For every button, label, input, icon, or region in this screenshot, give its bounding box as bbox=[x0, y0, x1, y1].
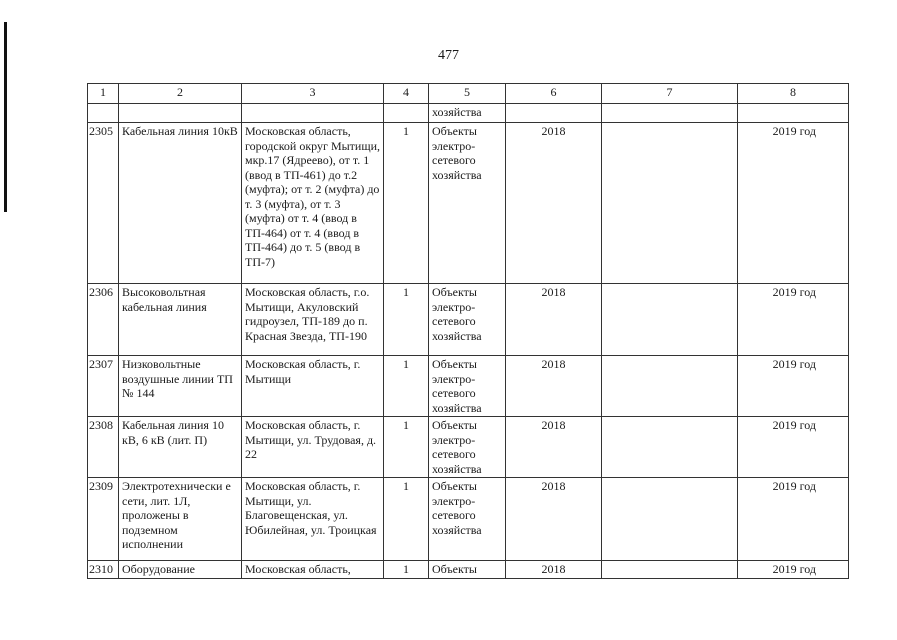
cell-qty: 1 bbox=[384, 356, 429, 417]
table-row bbox=[88, 356, 849, 417]
cell-type: Объекты электро-сетевого хозяйства bbox=[429, 356, 506, 417]
cell-term: 2019 год bbox=[738, 123, 849, 284]
cell-type: Объекты bbox=[429, 561, 506, 579]
cell-col7 bbox=[602, 284, 738, 356]
cell-type: Объекты электро-сетевого хозяйства bbox=[429, 417, 506, 478]
cell-address: Московская область, г. Мытищи bbox=[242, 356, 384, 417]
cell-type: Объекты электро-сетевого хозяйства bbox=[429, 123, 506, 284]
table-row bbox=[88, 123, 849, 284]
cell-qty: 1 bbox=[384, 417, 429, 478]
cell-term: 2019 год bbox=[738, 356, 849, 417]
cell-term: 2019 год bbox=[738, 561, 849, 579]
cell-name: Кабельная линия 10 кВ, 6 кВ (лит. П) bbox=[119, 417, 242, 478]
cell-name: Оборудование bbox=[119, 561, 242, 579]
cell-qty bbox=[384, 104, 429, 123]
cell-address bbox=[242, 104, 384, 123]
cell-address: Московская область, bbox=[242, 561, 384, 579]
cell-address: Московская область, г.о. Мытищи, Акуловский гидроузел, ТП-189 до п. Красная Звезда, ТП-190 bbox=[242, 284, 384, 356]
cell-type: Объекты электро-сетевого хозяйства bbox=[429, 284, 506, 356]
cell-num: 2309 bbox=[88, 478, 119, 561]
cell-year: 2018 bbox=[506, 417, 602, 478]
cell-num: 2310 bbox=[88, 561, 119, 579]
column-header-4: 4 bbox=[384, 84, 429, 104]
cell-year bbox=[506, 104, 602, 123]
column-header-8: 8 bbox=[738, 84, 849, 104]
cell-address: Московская область, г. Мытищи, ул. Трудовая, д. 22 bbox=[242, 417, 384, 478]
cell-name: Электротехнически е сети, лит. 1Л, проложены в подземном исполнении bbox=[119, 478, 242, 561]
cell-qty: 1 bbox=[384, 123, 429, 284]
column-header-7: 7 bbox=[602, 84, 738, 104]
cell-num bbox=[88, 104, 119, 123]
cell-col7 bbox=[602, 356, 738, 417]
cell-year: 2018 bbox=[506, 356, 602, 417]
cell-type: хозяйства bbox=[429, 104, 506, 123]
column-header-6: 6 bbox=[506, 84, 602, 104]
cell-term: 2019 год bbox=[738, 417, 849, 478]
cell-num: 2308 bbox=[88, 417, 119, 478]
cell-term bbox=[738, 104, 849, 123]
cell-qty: 1 bbox=[384, 284, 429, 356]
cell-type: Объекты электро-сетевого хозяйства bbox=[429, 478, 506, 561]
table-row bbox=[88, 478, 849, 561]
cell-name: Кабельная линия 10кВ bbox=[119, 123, 242, 284]
cell-col7 bbox=[602, 417, 738, 478]
cell-name: Низковольтные воздушные линии ТП № 144 bbox=[119, 356, 242, 417]
cell-year: 2018 bbox=[506, 284, 602, 356]
page-number: 477 bbox=[438, 48, 459, 63]
cell-col7 bbox=[602, 478, 738, 561]
cell-name bbox=[119, 104, 242, 123]
cell-term: 2019 год bbox=[738, 478, 849, 561]
cell-num: 2305 bbox=[88, 123, 119, 284]
cell-year: 2018 bbox=[506, 478, 602, 561]
continued-row bbox=[88, 104, 849, 123]
column-header-2: 2 bbox=[119, 84, 242, 104]
column-header-1: 1 bbox=[88, 84, 119, 104]
header-row bbox=[88, 84, 849, 104]
cell-col7 bbox=[602, 123, 738, 284]
column-header-5: 5 bbox=[429, 84, 506, 104]
cell-num: 2307 bbox=[88, 356, 119, 417]
table-row bbox=[88, 561, 849, 579]
cell-address: Московская область, городской округ Мытищи, мкр.17 (Ядреево), от т. 1 (ввод в ТП-461) до т.2 (муфта); от т. 2 (муфта) до т. 3 (муфта), от т. 3 (муфта) от т. 4 (ввод в ТП-464) от т. 4 (ввод в ТП-464) до т. 5 (ввод в ТП-7) bbox=[242, 123, 384, 284]
table-row bbox=[88, 284, 849, 356]
cell-col7 bbox=[602, 561, 738, 579]
cell-qty: 1 bbox=[384, 561, 429, 579]
cell-year: 2018 bbox=[506, 123, 602, 284]
registry-table bbox=[87, 83, 849, 579]
cell-num: 2306 bbox=[88, 284, 119, 356]
cell-address: Московская область, г. Мытищи, ул. Благовещенская, ул. Юбилейная, ул. Троицкая bbox=[242, 478, 384, 561]
cell-qty: 1 bbox=[384, 478, 429, 561]
cell-year: 2018 bbox=[506, 561, 602, 579]
cell-name: Высоковольтная кабельная линия bbox=[119, 284, 242, 356]
table-row bbox=[88, 417, 849, 478]
cell-col7 bbox=[602, 104, 738, 123]
column-header-3: 3 bbox=[242, 84, 384, 104]
cell-term: 2019 год bbox=[738, 284, 849, 356]
